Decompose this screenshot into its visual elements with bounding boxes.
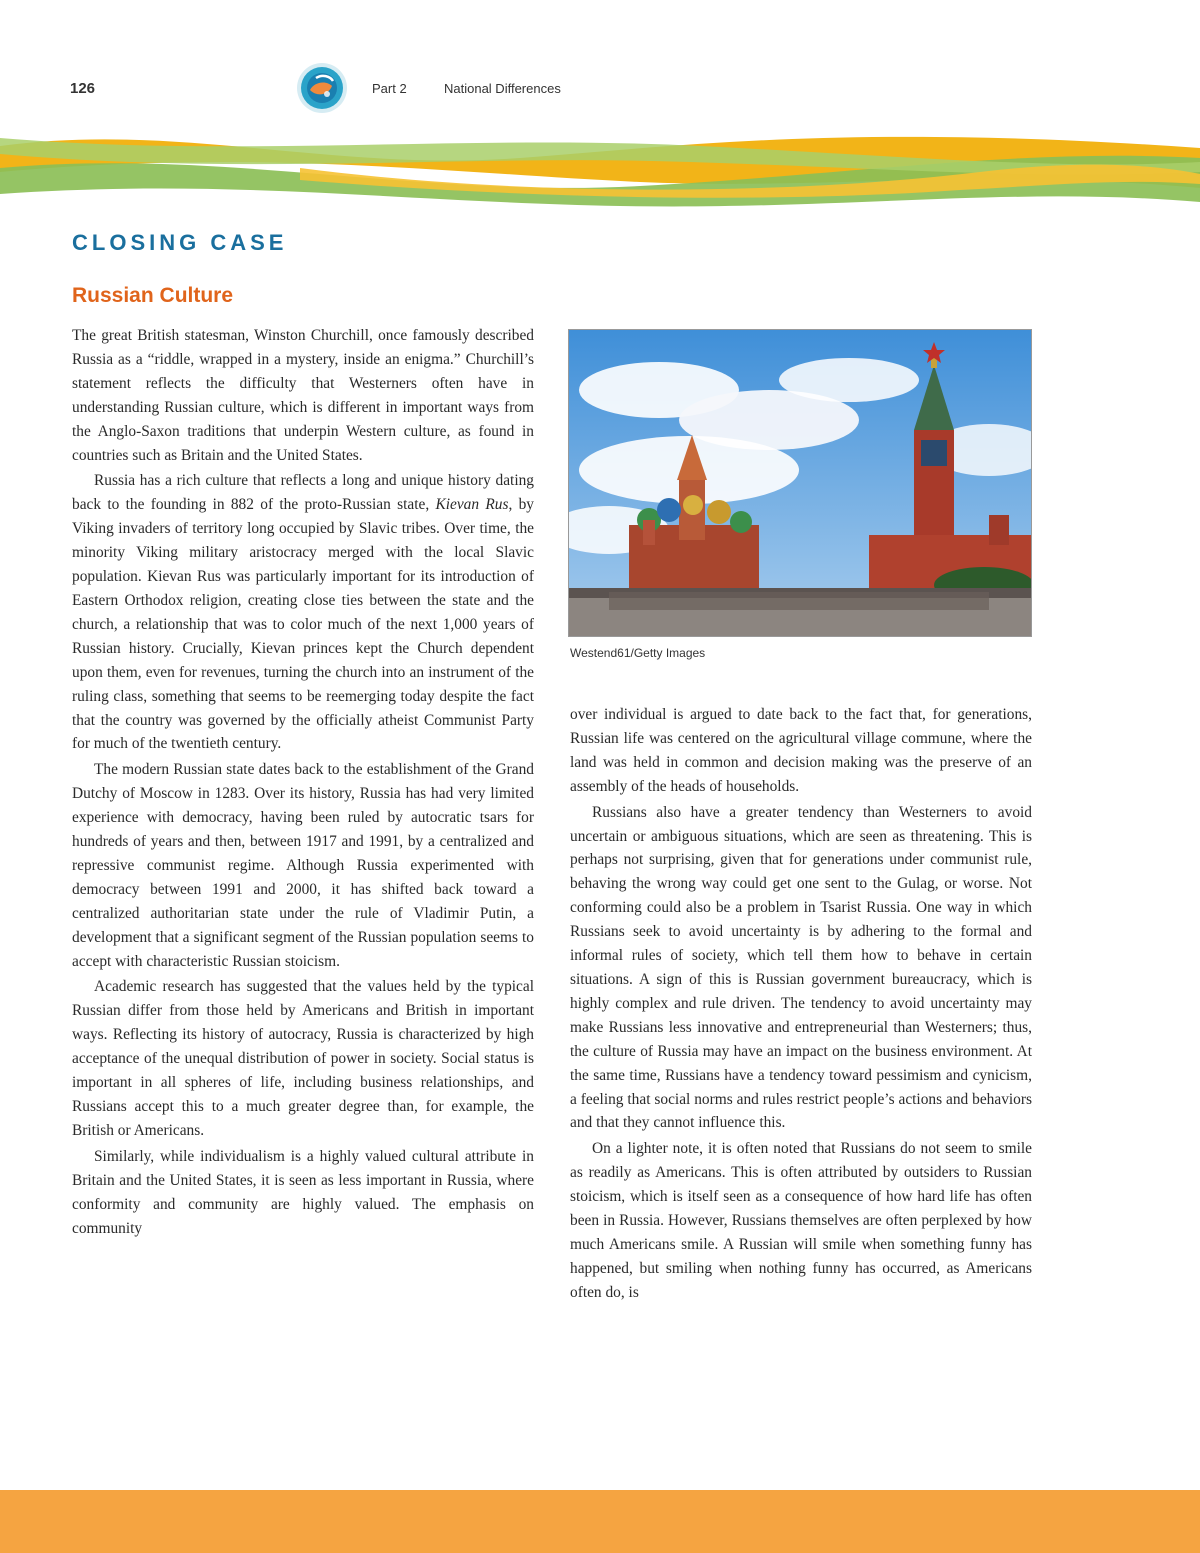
closing-case-label: CLOSING CASE [72, 230, 288, 255]
globe-logo-icon [296, 62, 348, 114]
paragraph: Academic research has suggested that the values held by the typical Russian differ from those held by Americans and British in important ways. Reflecting its history of autocracy, Russia is characterized by high acceptance of the unequal distribution of power in society. Social status is important in all spheres of life, including business relationships, and Russians accept this to a much greater degree than, for example, the British or Americans. [72, 978, 534, 1139]
paragraph: The modern Russian state dates back to the establishment of the Grand Dutchy of Moscow in 1283. Over its history, Russia has had very limited experience with democracy, having been ruled by autocratic tsars for hundreds of years and then, between 1917 and 1991, by a centralized and repressive communist regime. Although Russia experimented with democracy between 1991 and 2000, it has shifted back toward a centralized authoritarian state under the rule of Vladimir Putin, a development that a significant segment of the Russian population seems to accept with characteristic Russian stoicism. [72, 761, 534, 970]
paragraph: On a lighter note, it is often noted that Russians do not seem to smile as readily as Americans. This is often attributed by outsiders to Russian stoicism, which is itself seen as a consequence of how hard life has often been in Russia. However, Russians themselves are often perplexed by how much Americans smile. A Russian will smile when something funny has happened, but smiling when nothing funny has occurred, as Americans often do, is [570, 1140, 1032, 1301]
right-column [570, 703, 1032, 1305]
paragraph: The great British statesman, Winston Churchill, once famously described Russia as a “riddle, wrapped in a mystery, inside an enigma.” Churchill’s statement reflects the difficulty that Westerners often have in understanding Russian culture, which is different in important ways from the Anglo-Saxon traditions that underpin Western culture, as found in countries such as Britain and the United States. [72, 327, 534, 464]
red-square-photo [568, 329, 1032, 637]
decorative-wave-banner [0, 128, 1200, 210]
photo-credit: Westend61/Getty Images [570, 646, 706, 660]
section-label: National Differences [444, 81, 561, 96]
left-column [72, 324, 534, 1240]
paragraph: Russians also have a greater tendency than Westerners to avoid uncertain or ambiguous situations, which are seen as threatening. This is perhaps not surprising, given that for generations under communist rule, behaving the wrong way could get one sent to the Gulag, or worse. Not conforming could also be a problem in Tsarist Russia. One way in which Russians seek to avoid uncertainty is by adhering to the formal and informal rules of society, which tell them how to behave in certain situations. A sign of this is Russian government bureaucracy, which is highly complex and rule driven. The tendency to avoid uncertainty may make Russians less innovative and entrepreneurial than Westerners; thus, the culture of Russia may have an impact on the business environment. At the same time, Russians have a tendency toward pessimism and cynicism, a feeling that social norms and rules restrict people’s actions and behaviors and that they cannot influence this. [570, 803, 1032, 1132]
part-label: Part 2 [372, 81, 407, 96]
case-title: Russian Culture [72, 284, 234, 307]
paragraph: Similarly, while individualism is a highly valued cultural attribute in Britain and the United States, it is seen as less important in Russia, where conformity and community are highly valued. The emphasis on community [72, 1147, 534, 1237]
page-header [0, 0, 1200, 130]
footer-bar [0, 1490, 1200, 1553]
page-number: 126 [70, 80, 96, 97]
paragraph: over individual is argued to date back to the fact that, for generations, Russian life was centered on the agricultural village commune, where the land was held in common and decision making was the preserve of an assembly of the heads of households. [570, 706, 1032, 795]
paragraph: Russia has a rich culture that reflects a long and unique history dating back to the founding in 882 of the proto-Russian state, Kievan Rus, by Viking invaders of territory long occupied by Slavic tribes. Over time, the minority Viking military aristocracy merged with the local Slavic population. Kievan Rus was particularly important for its introduction of Eastern Orthodox religion, creating close ties between the state and the church, a relationship that was to color much of the next 1,000 years of Russian history. Crucially, Kievan princes kept the Church dependent upon them, even for revenues, turning the church into an instrument of the ruling class, something that seems to be reemerging today despite the fact that the country was governed by the officially atheist Communist Party for much of the twentieth century. [72, 472, 534, 753]
